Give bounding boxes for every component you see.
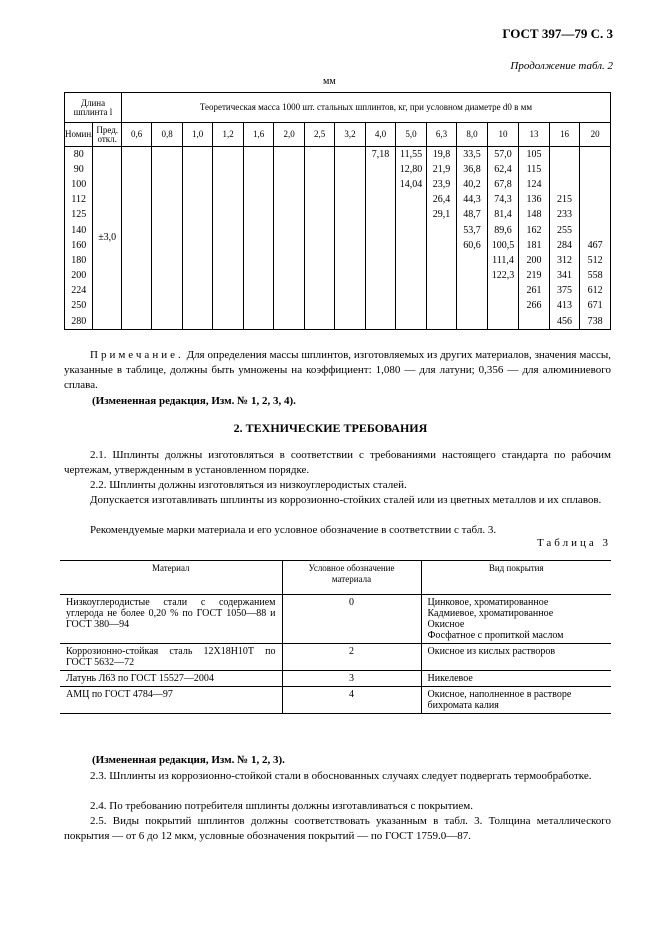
amendment-note-2: (Измененная редакция, Изм. № 1, 2, 3).	[92, 754, 285, 766]
mass-cell	[213, 238, 243, 253]
mass-cell	[274, 162, 304, 177]
tolerance-header: Пред. откл.	[93, 123, 121, 147]
mass-cell	[274, 238, 304, 253]
mass-cell	[335, 193, 365, 208]
mass-cell	[396, 253, 426, 268]
table-row	[65, 253, 611, 268]
mass-cell	[152, 223, 182, 238]
mass-cell	[213, 223, 243, 238]
diameter-header: 3,2	[335, 123, 365, 147]
mass-cell	[213, 177, 243, 192]
coating-cell	[421, 687, 611, 714]
materials-table	[60, 560, 611, 714]
mass-cell	[304, 177, 334, 192]
mass-cell	[274, 314, 304, 330]
mass-cell	[365, 208, 395, 223]
mass-cell	[213, 269, 243, 284]
table-row	[65, 299, 611, 314]
mass-cell: 181	[519, 238, 549, 253]
mass-cell	[304, 284, 334, 299]
mass-cell	[121, 162, 151, 177]
paragraph-2-2: 2.2. Шплинты должны изготовляться из низкоуглеродистых сталей.	[90, 479, 407, 491]
mass-cell	[243, 253, 273, 268]
mass-cell: 312	[549, 253, 579, 268]
table-row	[60, 687, 611, 714]
mass-cell	[396, 314, 426, 330]
mass-cell	[457, 284, 487, 299]
mass-cell	[243, 238, 273, 253]
mass-cell: 19,8	[426, 147, 456, 163]
mass-cell	[365, 238, 395, 253]
mass-cell: 456	[549, 314, 579, 330]
mass-cell: 255	[549, 223, 579, 238]
mass-cell: 136	[519, 193, 549, 208]
mass-cell	[152, 147, 182, 163]
mass-cell	[152, 269, 182, 284]
mass-cell	[335, 223, 365, 238]
mass-cell	[335, 177, 365, 192]
mass-cell: 11,55	[396, 147, 426, 163]
mass-cell	[396, 269, 426, 284]
length-cell: 112	[65, 193, 93, 208]
amendment-note-1: (Измененная редакция, Изм. № 1, 2, 3, 4).	[92, 395, 296, 407]
diameter-header: 6,3	[426, 123, 456, 147]
mass-cell: 261	[519, 284, 549, 299]
mass-cell	[243, 208, 273, 223]
mass-cell: 124	[519, 177, 549, 192]
mass-cell	[152, 253, 182, 268]
mass-cell: 21,9	[426, 162, 456, 177]
mass-cell	[274, 193, 304, 208]
diameter-header: 1,0	[182, 123, 212, 147]
length-cell: 224	[65, 284, 93, 299]
mass-cell	[274, 269, 304, 284]
mass-cell	[365, 253, 395, 268]
material-cell: Латунь Л63 по ГОСТ 15527—2004	[60, 671, 282, 687]
mass-cell: 738	[580, 314, 611, 330]
mass-cell	[457, 269, 487, 284]
mass-cell	[396, 284, 426, 299]
mass-cell: 100,5	[487, 238, 519, 253]
mass-cell: 512	[580, 253, 611, 268]
table-row	[65, 208, 611, 223]
diameter-header: 5,0	[396, 123, 426, 147]
mass-cell	[152, 177, 182, 192]
mass-cell	[304, 314, 334, 330]
mass-cell	[487, 284, 519, 299]
paragraph-2-4: 2.4. По требованию потребителя шплинты должны изготавливаться с покрытием.	[90, 800, 473, 812]
mass-cell	[487, 299, 519, 314]
mass-cell	[152, 284, 182, 299]
mass-cell	[335, 253, 365, 268]
mass-cell	[213, 162, 243, 177]
mass-cell	[213, 284, 243, 299]
table-row	[65, 223, 611, 238]
table-3-label: Таблица 3	[536, 537, 611, 549]
paragraph-2-2-recommended: Рекомендуемые марки материала и его условное обозначение в соответствии с табл. 3.	[90, 524, 497, 536]
mass-cell	[121, 314, 151, 330]
mass-cell	[243, 299, 273, 314]
coating-item: Фосфатное с пропиткой маслом	[427, 630, 564, 641]
table-row	[65, 193, 611, 208]
code-cell: 4	[282, 687, 421, 714]
mass-cell	[213, 314, 243, 330]
code-cell: 2	[282, 644, 421, 671]
mass-cell: 284	[549, 238, 579, 253]
mass-cell	[335, 299, 365, 314]
table-row	[60, 671, 611, 687]
coating-cell	[421, 644, 611, 671]
mass-cell: 105	[519, 147, 549, 163]
mass-cell	[365, 177, 395, 192]
mass-cell	[519, 314, 549, 330]
mass-cell	[365, 284, 395, 299]
mass-cell: 162	[519, 223, 549, 238]
material-cell: Коррозионно-стойкая сталь 12Х18Н10Т по ГОСТ 5632—72	[60, 644, 282, 671]
length-cell: 100	[65, 177, 93, 192]
mass-cell	[182, 314, 212, 330]
mass-cell: 81,4	[487, 208, 519, 223]
mass-cell	[274, 177, 304, 192]
nominal-header: Номин.	[65, 123, 93, 147]
mass-cell	[580, 193, 611, 208]
mass-cell: 148	[519, 208, 549, 223]
mass-cell	[152, 299, 182, 314]
mass-cell	[396, 208, 426, 223]
mass-cell	[580, 162, 611, 177]
note-label: Примечание.	[90, 349, 184, 361]
mass-cell	[396, 223, 426, 238]
mass-cell: 26,4	[426, 193, 456, 208]
mass-cell: 375	[549, 284, 579, 299]
mass-cell	[426, 223, 456, 238]
mass-cell: 558	[580, 269, 611, 284]
mass-cell	[335, 162, 365, 177]
mass-cell: 44,3	[457, 193, 487, 208]
mass-cell	[243, 269, 273, 284]
coating-item: Кадмиевое, хроматированное	[427, 608, 554, 619]
table-row	[65, 162, 611, 177]
diameter-header: 20	[580, 123, 611, 147]
mass-cell: 89,6	[487, 223, 519, 238]
mass-cell: 23,9	[426, 177, 456, 192]
mass-cell	[304, 299, 334, 314]
mass-cell: 60,6	[457, 238, 487, 253]
mass-cell	[182, 238, 212, 253]
diameter-header: 8,0	[457, 123, 487, 147]
table-row	[65, 238, 611, 253]
mass-cell	[213, 208, 243, 223]
mass-cell	[182, 147, 212, 163]
mass-cell	[549, 162, 579, 177]
mass-cell	[335, 147, 365, 163]
mass-cell	[304, 223, 334, 238]
mass-cell	[182, 269, 212, 284]
mass-cell	[243, 314, 273, 330]
mass-cell	[580, 177, 611, 192]
mass-cell	[365, 223, 395, 238]
mass-cell	[396, 299, 426, 314]
code-cell: 3	[282, 671, 421, 687]
mass-cell	[121, 193, 151, 208]
material-cell: АМЦ по ГОСТ 4784—97	[60, 687, 282, 714]
material-header: Материал	[60, 561, 282, 595]
table-row	[65, 284, 611, 299]
diameter-header: 10	[487, 123, 519, 147]
unit-label: мм	[323, 76, 336, 87]
mass-cell	[121, 269, 151, 284]
mass-cell: 215	[549, 193, 579, 208]
code-cell: 0	[282, 595, 421, 644]
tolerance-cell: ±3,0	[93, 147, 121, 330]
mass-cell	[365, 162, 395, 177]
table-row	[60, 644, 611, 671]
mass-cell	[274, 299, 304, 314]
mass-cell: 48,7	[457, 208, 487, 223]
mass-cell	[121, 299, 151, 314]
mass-table	[64, 92, 611, 330]
mass-cell	[304, 208, 334, 223]
mass-cell	[426, 238, 456, 253]
mass-cell: 53,7	[457, 223, 487, 238]
diameter-header: 4,0	[365, 123, 395, 147]
mass-cell	[304, 253, 334, 268]
mass-cell	[426, 314, 456, 330]
mass-cell	[121, 284, 151, 299]
coating-item: Окисное	[427, 619, 465, 630]
mass-cell	[152, 314, 182, 330]
mass-cell	[457, 253, 487, 268]
mass-cell	[335, 238, 365, 253]
mass-cell	[580, 208, 611, 223]
mass-cell	[152, 193, 182, 208]
mass-cell	[152, 162, 182, 177]
mass-cell	[121, 177, 151, 192]
mass-cell	[426, 269, 456, 284]
mass-cell	[580, 147, 611, 163]
mass-cell	[182, 253, 212, 268]
mass-cell	[274, 253, 304, 268]
mass-cell: 413	[549, 299, 579, 314]
mass-cell	[335, 269, 365, 284]
length-cell: 90	[65, 162, 93, 177]
code-header: Условное обозначение материала	[282, 561, 421, 595]
coating-item: Окисное, наполненное в растворе бихромата калия	[427, 689, 572, 711]
mass-cell	[121, 147, 151, 163]
coating-cell	[421, 671, 611, 687]
mass-cell	[152, 238, 182, 253]
coating-cell	[421, 595, 611, 644]
diameter-header: 13	[519, 123, 549, 147]
mass-cell	[426, 299, 456, 314]
mass-cell	[152, 208, 182, 223]
length-cell: 125	[65, 208, 93, 223]
table-row	[60, 595, 611, 644]
mass-cell: 57,0	[487, 147, 519, 163]
mass-cell	[580, 223, 611, 238]
length-cell: 180	[65, 253, 93, 268]
mass-cell	[426, 284, 456, 299]
mass-cell	[426, 253, 456, 268]
mass-cell	[121, 208, 151, 223]
mass-cell	[213, 193, 243, 208]
table-note	[64, 348, 611, 393]
table-row	[65, 147, 611, 163]
coating-item: Никелевое	[427, 673, 473, 684]
mass-cell	[335, 284, 365, 299]
paragraph-2-5: 2.5. Виды покрытий шплинтов должны соответствовать указанным в табл. 3. Толщина металлического покрытия — от 6 до 12 мкм, условные обозначения покрытий — по ГОСТ 1759.0—87.	[64, 815, 611, 842]
mass-cell	[274, 208, 304, 223]
mass-cell	[121, 238, 151, 253]
mass-cell	[182, 223, 212, 238]
table-continuation-label: Продолжение табл. 2	[510, 60, 613, 72]
note-text: Для определения массы шплинтов, изготовляемых из других материалов, значения массы, указанные в таблице, должны быть умножены на коэффициент: 1,080 — для латуни; 0,356 — для алюминиевого сплава.	[64, 349, 611, 391]
mass-cell: 29,1	[426, 208, 456, 223]
mass-cell	[365, 193, 395, 208]
mass-cell	[121, 253, 151, 268]
mass-cell: 67,8	[487, 177, 519, 192]
mass-cell	[182, 208, 212, 223]
mass-cell: 111,4	[487, 253, 519, 268]
mass-cell: 341	[549, 269, 579, 284]
mass-cell	[182, 162, 212, 177]
mass-cell: 219	[519, 269, 549, 284]
material-cell: Низкоуглеродистые стали с содержанием углерода не более 0,20 % по ГОСТ 1050—88 и ГОСТ 380—94	[60, 595, 282, 644]
mass-cell	[396, 193, 426, 208]
mass-cell	[274, 223, 304, 238]
mass-cell: 122,3	[487, 269, 519, 284]
mass-cell	[304, 162, 334, 177]
mass-cell	[365, 314, 395, 330]
mass-header: Теоретическая масса 1000 шт. стальных шплинтов, кг, при условном диаметре d0 в мм	[121, 93, 610, 123]
coating-item: Цинковое, хроматированное	[427, 597, 549, 608]
mass-cell: 12,80	[396, 162, 426, 177]
mass-cell	[243, 193, 273, 208]
mass-cell	[365, 299, 395, 314]
diameter-header: 1,6	[243, 123, 273, 147]
length-cell: 280	[65, 314, 93, 330]
diameter-header: 2,5	[304, 123, 334, 147]
diameter-header: 0,6	[121, 123, 151, 147]
length-cell: 200	[65, 269, 93, 284]
section-title: 2. ТЕХНИЧЕСКИЕ ТРЕБОВАНИЯ	[233, 421, 428, 435]
mass-cell	[213, 299, 243, 314]
mass-cell	[182, 299, 212, 314]
mass-cell	[243, 223, 273, 238]
mass-cell: 612	[580, 284, 611, 299]
mass-cell	[304, 193, 334, 208]
mass-cell	[304, 238, 334, 253]
mass-cell	[182, 177, 212, 192]
paragraph-2-2-allowed: Допускается изготавливать шплинты из коррозионно-стойких сталей или из цветных металлов и их сплавов.	[90, 494, 602, 506]
length-cell: 140	[65, 223, 93, 238]
diameter-header: 1,2	[213, 123, 243, 147]
mass-cell: 62,4	[487, 162, 519, 177]
mass-cell: 33,5	[457, 147, 487, 163]
mass-cell: 40,2	[457, 177, 487, 192]
diameter-header: 0,8	[152, 123, 182, 147]
table-row	[65, 269, 611, 284]
table-row	[65, 314, 611, 330]
length-cell: 160	[65, 238, 93, 253]
mass-cell: 467	[580, 238, 611, 253]
mass-cell	[304, 147, 334, 163]
diameter-header: 2,0	[274, 123, 304, 147]
mass-cell	[243, 147, 273, 163]
mass-cell	[182, 284, 212, 299]
paragraph-2-1: 2.1. Шплинты должны изготовляться в соответствии с требованиями настоящего стандарта по рабочим чертежам, утвержденным в установленном порядке.	[64, 449, 611, 476]
table-row	[65, 177, 611, 192]
mass-cell: 36,8	[457, 162, 487, 177]
length-cell: 250	[65, 299, 93, 314]
mass-cell: 14,04	[396, 177, 426, 192]
mass-cell	[213, 147, 243, 163]
mass-cell: 233	[549, 208, 579, 223]
mass-cell: 200	[519, 253, 549, 268]
mass-cell	[304, 269, 334, 284]
paragraph-2-3: 2.3. Шплинты из коррозионно-стойкой стали в обоснованных случаях следует подвергать термообработке.	[90, 770, 592, 782]
length-header: Длина шплинта l	[65, 93, 122, 123]
mass-cell	[243, 177, 273, 192]
mass-cell: 7,18	[365, 147, 395, 163]
mass-cell	[274, 284, 304, 299]
mass-cell	[487, 314, 519, 330]
mass-cell: 671	[580, 299, 611, 314]
mass-cell	[182, 193, 212, 208]
mass-cell	[457, 299, 487, 314]
mass-cell: 115	[519, 162, 549, 177]
diameter-header: 16	[549, 123, 579, 147]
mass-cell	[274, 147, 304, 163]
coating-item: Окисное из кислых растворов	[427, 646, 556, 657]
mass-cell	[121, 223, 151, 238]
mass-cell	[457, 314, 487, 330]
mass-cell	[365, 269, 395, 284]
mass-cell	[243, 284, 273, 299]
mass-cell	[396, 238, 426, 253]
mass-cell	[213, 253, 243, 268]
length-cell: 80	[65, 147, 93, 163]
mass-cell	[335, 208, 365, 223]
coating-header: Вид покрытия	[421, 561, 611, 595]
mass-cell	[335, 314, 365, 330]
mass-cell	[549, 177, 579, 192]
mass-cell: 74,3	[487, 193, 519, 208]
page-header-title: ГОСТ 397—79 С. 3	[502, 26, 613, 41]
mass-cell: 266	[519, 299, 549, 314]
mass-cell	[549, 147, 579, 163]
mass-cell	[243, 162, 273, 177]
